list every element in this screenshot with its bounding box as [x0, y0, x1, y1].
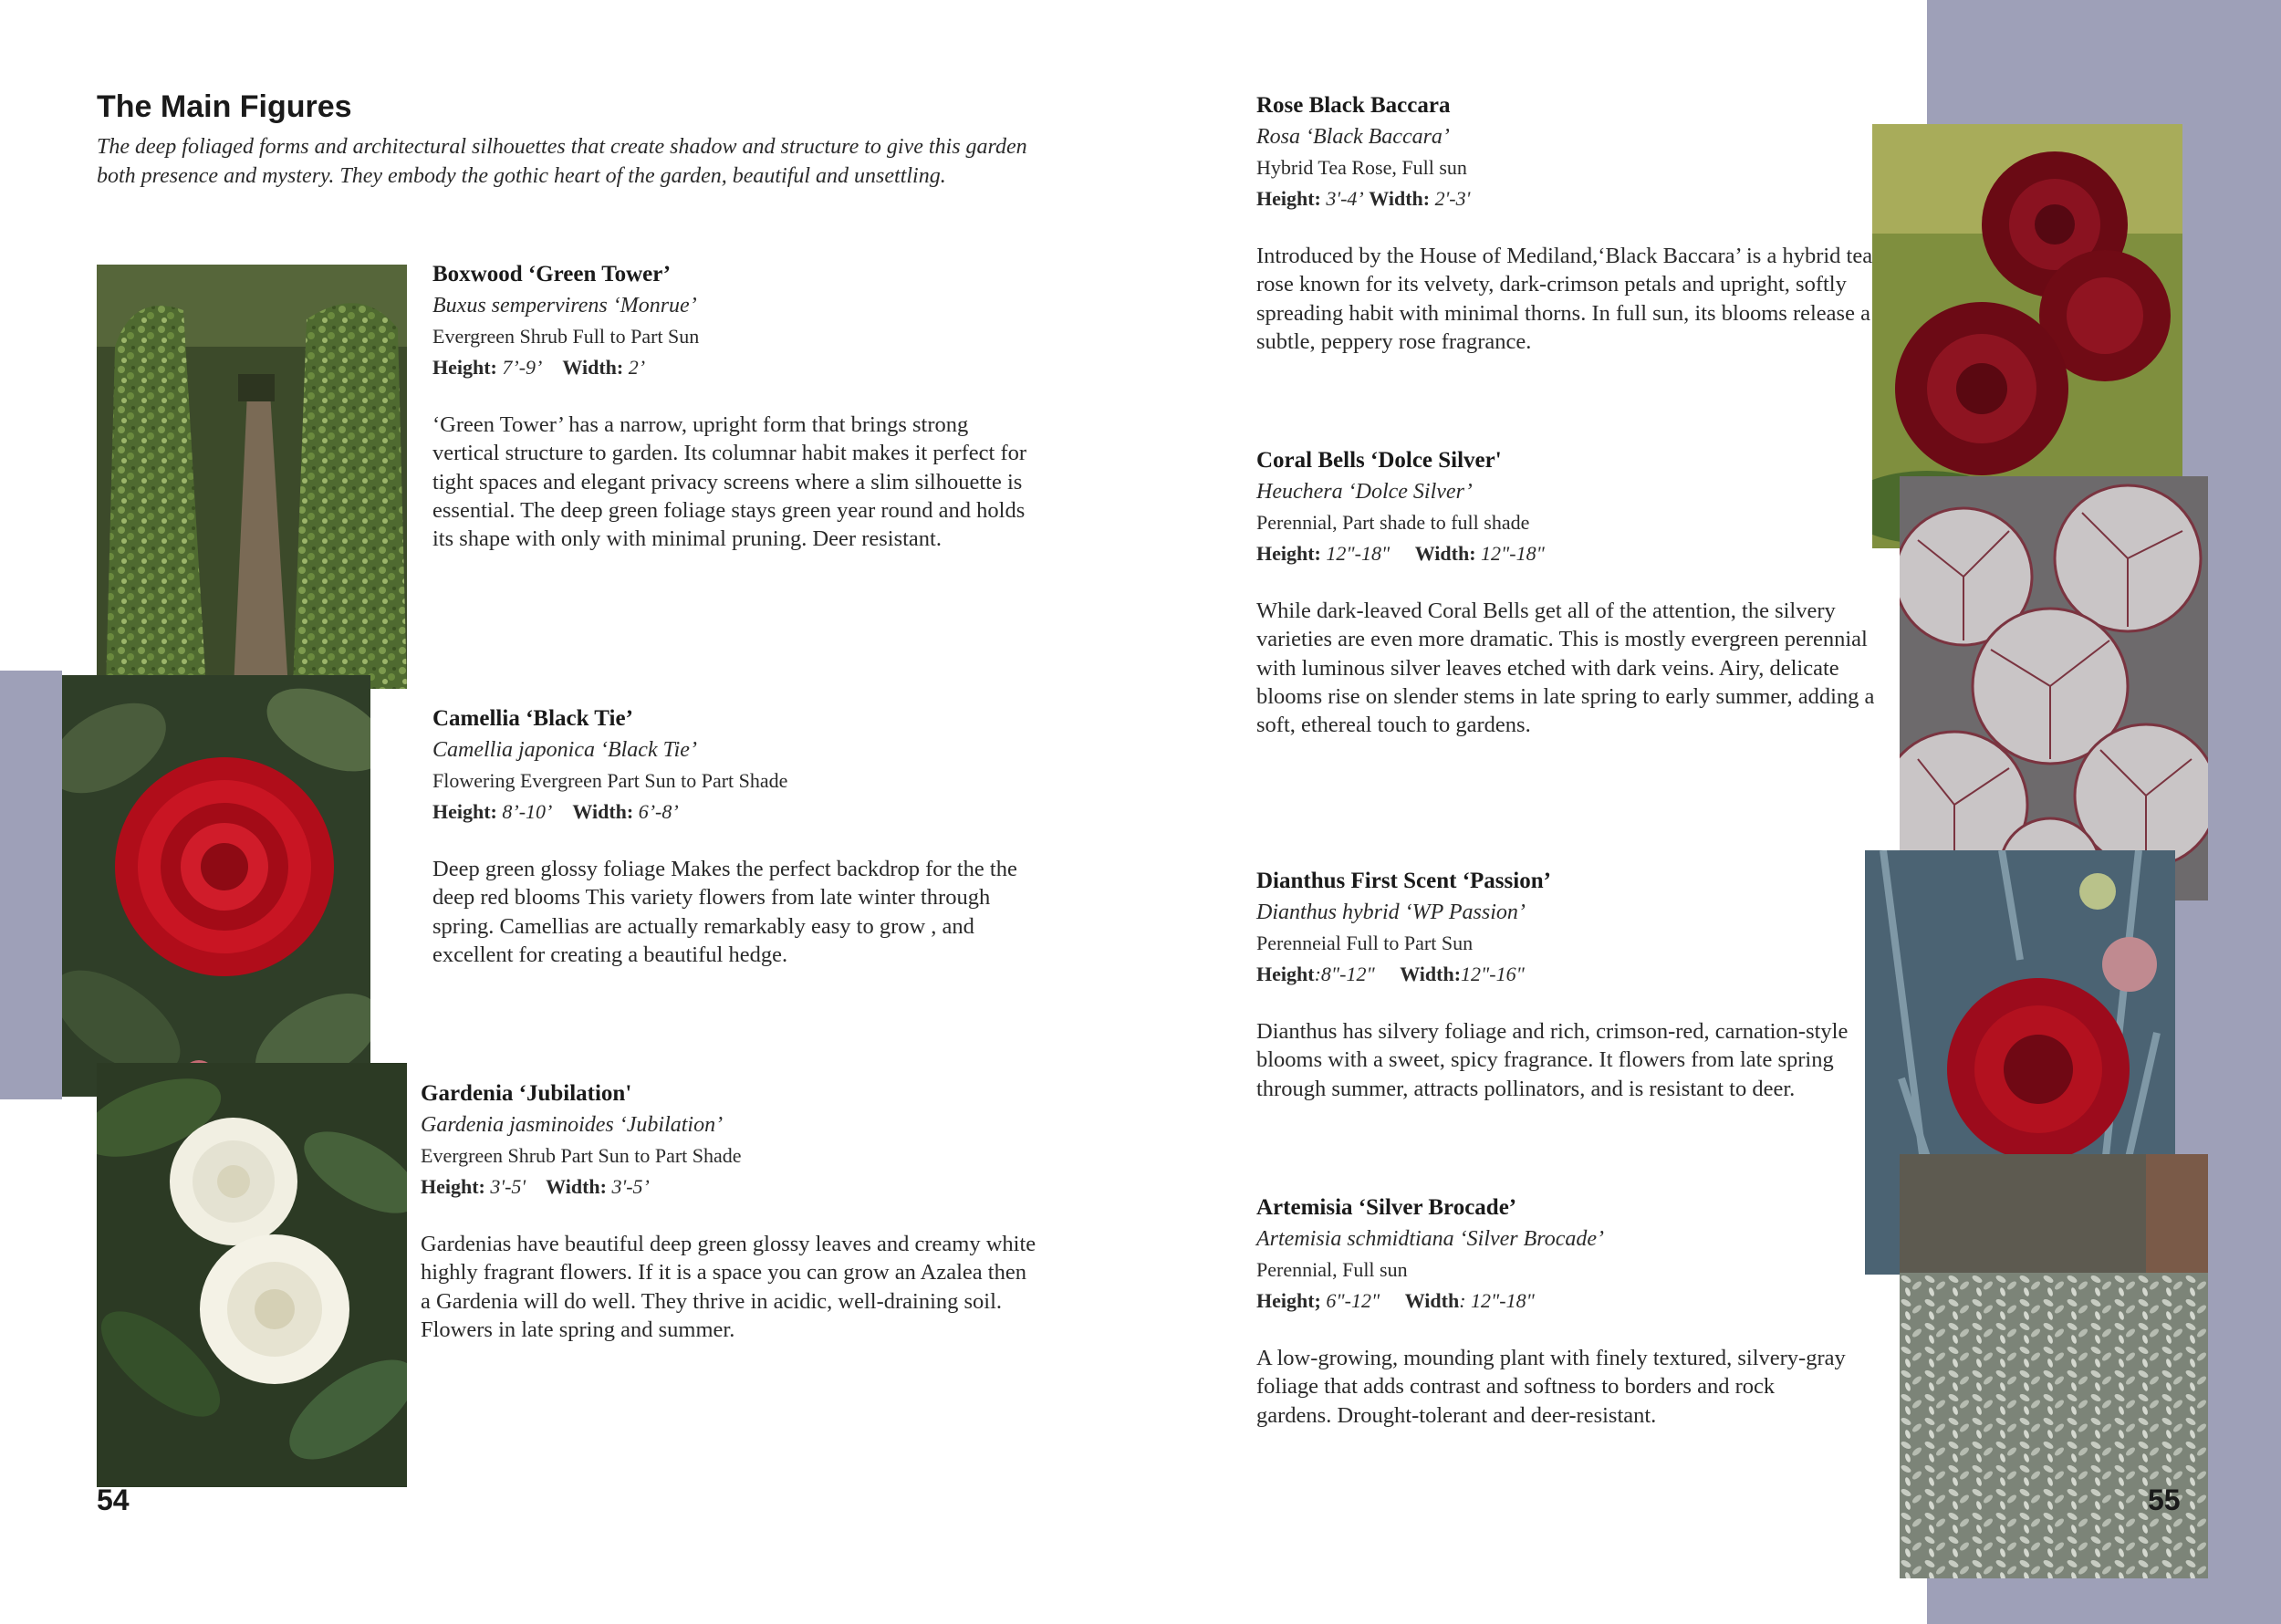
- plant-latin-name: Heuchera ‘Dolce Silver’: [1256, 480, 1473, 504]
- plant-type: Evergreen Shrub Part Sun to Part Shade: [421, 1144, 742, 1167]
- page-number-right: 55: [2148, 1483, 2181, 1516]
- plant-dimensions: Height: 3'-4’ Width: 2'-3': [1256, 187, 1471, 210]
- plant-dimensions: Height: 7’-9’ Width: 2’: [432, 356, 646, 379]
- plant-latin-name: Artemisia schmidtiana ‘Silver Brocade’: [1256, 1227, 1605, 1251]
- plant-latin-name: Buxus sempervirens ‘Monrue’: [432, 294, 697, 318]
- plant-entry-camellia: [432, 703, 1035, 969]
- plant-description: ‘Green Tower’ has a narrow, upright form that brings strong vertical structure to garden. Its columnar habit makes it perfect for tight spaces and elegant privacy screens where a slim silhouette is essential. The deep green foliage stays green year round and holds its shape with only with minimal pruning. Deer resistant.: [432, 412, 1027, 552]
- plant-description: A low-growing, mounding plant with finely textured, silvery-gray foliage that adds contrast and softness to borders and rock gardens. Drought-tolerant and deer-resistant.: [1256, 1346, 1846, 1428]
- plant-entry-artemisia: [1256, 1192, 1849, 1430]
- page-number-left: 54: [97, 1483, 130, 1516]
- plant-name: Dianthus First Scent ‘Passion’: [1256, 869, 1551, 893]
- plant-type: Hybrid Tea Rose, Full sun: [1256, 156, 1467, 179]
- plant-name: Artemisia ‘Silver Brocade’: [1256, 1195, 1517, 1220]
- plant-dimensions: Height; 6"-12" Width: 12"-18": [1256, 1289, 1535, 1312]
- plant-type: Perenneial Full to Part Sun: [1256, 932, 1474, 954]
- plant-latin-name: Dianthus hybrid ‘WP Passion’: [1256, 900, 1526, 924]
- plant-dimensions: Height: 3'-5' Width: 3'-5’: [421, 1175, 650, 1198]
- coral-bells-photo: [1900, 476, 2208, 900]
- plant-name: Coral Bells ‘Dolce Silver': [1256, 448, 1502, 473]
- plant-type: Flowering Evergreen Part Sun to Part Shade: [432, 769, 788, 792]
- plant-name: Rose Black Baccara: [1256, 93, 1451, 118]
- camellia-photo: [62, 675, 370, 1097]
- plant-entry-gardenia: [421, 1078, 1041, 1344]
- plant-description: Deep green glossy foliage Makes the perfect backdrop for the the deep red blooms This variety flowers from late winter through spring. Camellias are actually remarkably easy to grow , and excellent for creating a beautiful hedge.: [432, 857, 1017, 967]
- plant-dimensions: Height: 8’-10’ Width: 6’-8’: [432, 800, 679, 823]
- plant-description: Dianthus has silvery foliage and rich, crimson-red, carnation-style blooms with a sweet, spicy fragrance. It flowers from late spring through summer, attracts pollinators, and is resistant to deer.: [1256, 1019, 1849, 1101]
- plant-latin-name: Rosa ‘Black Baccara’: [1256, 125, 1450, 149]
- plant-entry-coral-bells: [1256, 445, 1895, 739]
- plant-name: Gardenia ‘Jubilation': [421, 1081, 632, 1106]
- plant-type: Perennial, Full sun: [1256, 1258, 1408, 1281]
- plant-description: While dark-leaved Coral Bells get all of the attention, the silvery varieties are even more dramatic. This is mostly evergreen perennial with luminous silver leaves etched with dark veins. Airy, delicate blooms rise on slender stems in late spring to early summer, adding a soft, ethereal touch to gardens.: [1256, 599, 1875, 738]
- plant-entry-dianthus: [1256, 866, 1849, 1103]
- plant-description: Introduced by the House of Mediland,‘Black Baccara’ is a hybrid tea rose known for its velvety, dark-crimson petals and upright, softly spreading habit with minimal thorns. In full sun, its blooms release a subtle, peppery rose fragrance.: [1256, 244, 1873, 354]
- plant-entry-boxwood: [432, 259, 1035, 553]
- plant-dimensions: Height:8"-12" Width:12"-16": [1256, 963, 1525, 985]
- boxwood-photo: [97, 265, 407, 689]
- intro-text: The deep foliaged forms and architectural silhouettes that create shadow and structure to give this garden both presence and mystery. They embody the gothic heart of the garden, beautiful and unsettling.: [97, 135, 1027, 188]
- plant-name: Camellia ‘Black Tie’: [432, 706, 633, 731]
- plant-entry-rose: [1256, 90, 1877, 356]
- plant-dimensions: Height: 12"-18" Width: 12"-18": [1256, 542, 1545, 565]
- plant-type: Perennial, Part shade to full shade: [1256, 511, 1530, 534]
- plant-description: Gardenias have beautiful deep green glossy leaves and creamy white highly fragrant flowers. If it is a space you can grow an Azalea then a Gardenia will do well. They thrive in acidic, well-draining soil. Flowers in late spring and summer.: [421, 1232, 1036, 1342]
- gardenia-photo: [97, 1063, 407, 1487]
- page-title: The Main Figures: [97, 89, 352, 124]
- plant-latin-name: Gardenia jasminoides ‘Jubilation’: [421, 1113, 724, 1137]
- left-side-band: [0, 671, 62, 1099]
- plant-type: Evergreen Shrub Full to Part Sun: [432, 325, 700, 348]
- plant-latin-name: Camellia japonica ‘Black Tie’: [432, 738, 697, 762]
- plant-name: Boxwood ‘Green Tower’: [432, 262, 672, 286]
